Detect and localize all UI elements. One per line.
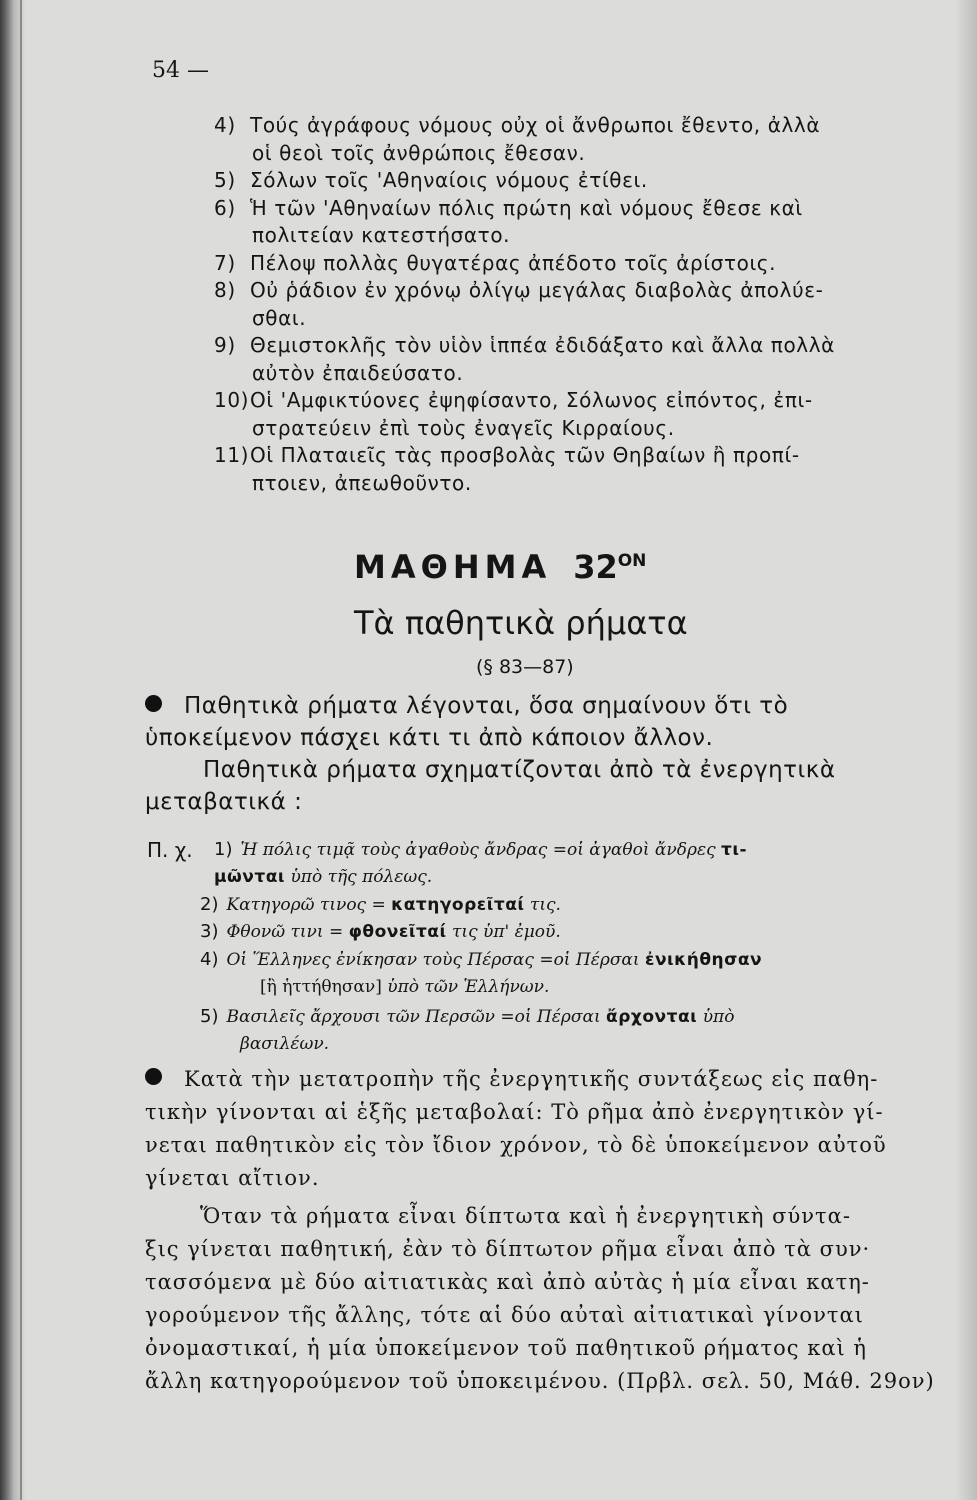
exercise-text: Ἡ τῶν 'Αθηναίων πόλις πρώτη καὶ νόμους ἔθεσε καὶ <box>250 195 803 220</box>
example-bold: κατηγορεῖταί <box>391 895 525 915</box>
example-text: ὑπὸ <box>702 1007 735 1027</box>
definition-line: ὑποκείμενον πάσχει κάτι τι ἀπὸ κάποιον ἄλλον. <box>145 725 714 751</box>
exercise-item <box>214 112 934 167</box>
exercise-text: Οἱ Πλαταιεῖς τὰς προσβολὰς τῶν Θηβαίων ἢ προπί- <box>250 443 800 467</box>
exercise-number: 6) <box>214 195 236 220</box>
exercise-text-cont: πτοιεν, ἀπεωθοῦντο. <box>252 470 472 495</box>
lesson-number: $32^{ON}$ <box>573 548 647 586</box>
example-label: Π. χ. <box>147 838 193 862</box>
exercise-text-cont: σθαι. <box>252 305 307 330</box>
example-bold: τι- <box>721 840 748 860</box>
example-bold: μῶνται <box>214 867 286 887</box>
example-text: Ἡ πόλις τιμᾷ τοὺς ἀγαθοὺς ἄνδρας =οἱ ἀγαθοὶ ἄνδρες <box>240 840 716 860</box>
rule-line: ὀνομαστικαί, ἡ μία ὑποκείμενον τοῦ παθητικοῦ ρήματος καὶ ἡ <box>145 1336 868 1360</box>
rule-line: ξις γίνεται παθητική, ἐὰν τὸ δίπτωτον ρῆμα εἶναι ἀπὸ τὰ συν· <box>145 1237 871 1261</box>
exercise-text-cont: αὐτὸν ἐπαιδεύσατο. <box>252 360 464 385</box>
exercise-item <box>214 277 934 332</box>
page-binding-edge <box>0 0 26 1500</box>
lesson-number-suffix: ΟΝ <box>617 551 647 571</box>
example-number: 5) <box>200 1006 219 1027</box>
exercise-item <box>214 250 934 278</box>
definition-line: Παθητικὰ ρήματα λέγονται, ὅσα σημαίνουν ὅτι τὸ <box>184 693 789 719</box>
exercise-text: Οἱ 'Αμφικτύονες ἐψηφίσαντο, Σόλωνος εἰπόντος, ἐπι- <box>250 388 813 412</box>
example-item <box>200 946 940 1001</box>
example-text: [ἢ ἡττήθησαν] <box>260 977 382 997</box>
exercise-number: 7) <box>214 250 236 275</box>
page-binding-line <box>20 0 22 1500</box>
example-number: 4) <box>200 949 219 970</box>
definition-block <box>145 690 935 818</box>
exercise-text-cont: πολιτείαν κατεστήσατο. <box>252 223 511 247</box>
exercise-number: 8) <box>214 278 236 302</box>
example-bold: ἐνικήθησαν <box>644 950 763 970</box>
exercise-text: Πέλοψ πολλὰς θυγατέρας ἀπέδοτο τοῖς ἀρίστοις. <box>250 250 777 275</box>
example-bold: ἄρχονται <box>606 1007 698 1027</box>
example-text: Οἱ Ἕλληνες ἐνίκησαν τοὺς Πέρσας =οἱ Πέρσαι <box>226 950 640 970</box>
example-text: Φθονῶ τινι = <box>226 922 344 942</box>
rules-paragraph-2 <box>145 1200 940 1398</box>
example-text: Κατηγορῶ τινος = <box>226 895 386 915</box>
example-item <box>200 891 940 919</box>
bullet-icon <box>145 1068 162 1085</box>
exercise-item <box>214 332 934 387</box>
exercise-number: 11) <box>214 443 250 467</box>
exercise-number: 5) <box>214 168 236 192</box>
rule-line: τασσόμενα μὲ δύο αἰτιατικὰς καὶ ἀπὸ αὐτὰς ἡ μία εἶναι κατη- <box>145 1270 870 1294</box>
definition-line: Παθητικὰ ρήματα σχηματίζονται ἀπὸ τὰ ἐνεργητικὰ <box>203 757 836 783</box>
definition-line: μεταβατικά : <box>145 789 303 815</box>
exercise-item <box>214 167 934 195</box>
example-text: Βασιλεῖς ἄρχουσι τῶν Περσῶν =οἱ Πέρσαι <box>226 1007 601 1027</box>
page-number: 54 — <box>152 58 209 83</box>
exercise-list <box>214 112 934 497</box>
bullet-icon <box>145 695 162 712</box>
page-right-shadow <box>955 0 977 1500</box>
rule-line: Κατὰ τὴν μετατροπὴν τῆς ἐνεργητικῆς συντάξεως εἰς παθη- <box>184 1067 879 1091</box>
rule-line: ἄλλη κατηγορούμενον τοῦ ὑποκειμένου. (Πρβλ. σελ. 50, Μάθ. 29ον) <box>145 1369 935 1393</box>
rule-line: νεται παθητικὸν εἰς τὸν ἴδιον χρόνον, τὸ δὲ ὑποκείμενον αὐτοῦ <box>145 1133 887 1157</box>
exercise-number: 9) <box>214 333 236 357</box>
lesson-subtitle: Τὰ παθητικὰ ρήματα <box>354 604 688 642</box>
example-text: ὑπὸ τῆς πόλεως. <box>290 867 433 887</box>
example-text: τις. <box>529 895 561 915</box>
example-number: 1) <box>214 839 233 860</box>
lesson-heading <box>354 548 646 586</box>
rule-line: γορούμενον τῆς ἄλλης, τότε αἱ δύο αὐταὶ αἰτιατικαὶ γίνονται <box>145 1303 864 1327</box>
exercise-text: Σόλων τοῖς 'Αθηναίοις νόμους ἐτίθει. <box>250 168 648 192</box>
rule-line: Ὅταν τὰ ρήματα εἶναι δίπτωτα καὶ ἡ ἐνεργητικὴ σύντα- <box>200 1204 851 1228</box>
example-number: 3) <box>200 921 219 942</box>
exercise-item <box>214 442 934 497</box>
exercise-text-cont: οἱ θεοὶ τοῖς ἀνθρώποις ἔθεσαν. <box>252 140 586 165</box>
example-item <box>200 918 940 946</box>
exercise-text: Οὐ ῥάδιον ἐν χρόνῳ ὀλίγῳ μεγάλας διαβολὰς ἀπολύε- <box>250 278 824 302</box>
rule-line: γίνεται αἴτιον. <box>145 1166 320 1190</box>
example-text: βασιλέων. <box>240 1034 330 1054</box>
example-item <box>200 1003 940 1058</box>
exercise-text: Θεμιστοκλῆς τὸν υἱὸν ἱππέα ἐδιδάξατο καὶ ἄλλα πολλὰ <box>250 333 835 357</box>
example-text: τις ὑπ' ἐμοῦ. <box>452 922 561 942</box>
example-text: ὑπὸ τῶν Ἑλλήνων. <box>387 977 550 997</box>
lesson-title: ΜΑΘΗΜΑ <box>354 548 552 586</box>
exercise-number: 10) <box>214 388 250 412</box>
exercise-item <box>214 387 934 442</box>
rule-line: τικὴν γίνονται αἱ ἑξῆς μεταβολαί: Τὸ ρῆμα ἀπὸ ἐνεργητικὸν γί- <box>145 1100 884 1124</box>
lesson-reference: (§ 83—87) <box>476 656 574 678</box>
exercise-number: 4) <box>214 113 236 137</box>
example-bold: φθονεῖταί <box>348 922 447 942</box>
exercise-text: Τούς ἀγράφους νόμους οὐχ οἱ ἄνθρωποι ἔθεντο, ἀλλὰ <box>250 113 821 137</box>
example-item <box>200 836 940 891</box>
rules-paragraph-1 <box>145 1063 940 1195</box>
exercise-item <box>214 195 934 250</box>
exercise-text-cont: στρατεύειν ἐπὶ τοὺς ἐναγεῖς Κιρραίους. <box>252 415 675 440</box>
example-number: 2) <box>200 894 219 915</box>
